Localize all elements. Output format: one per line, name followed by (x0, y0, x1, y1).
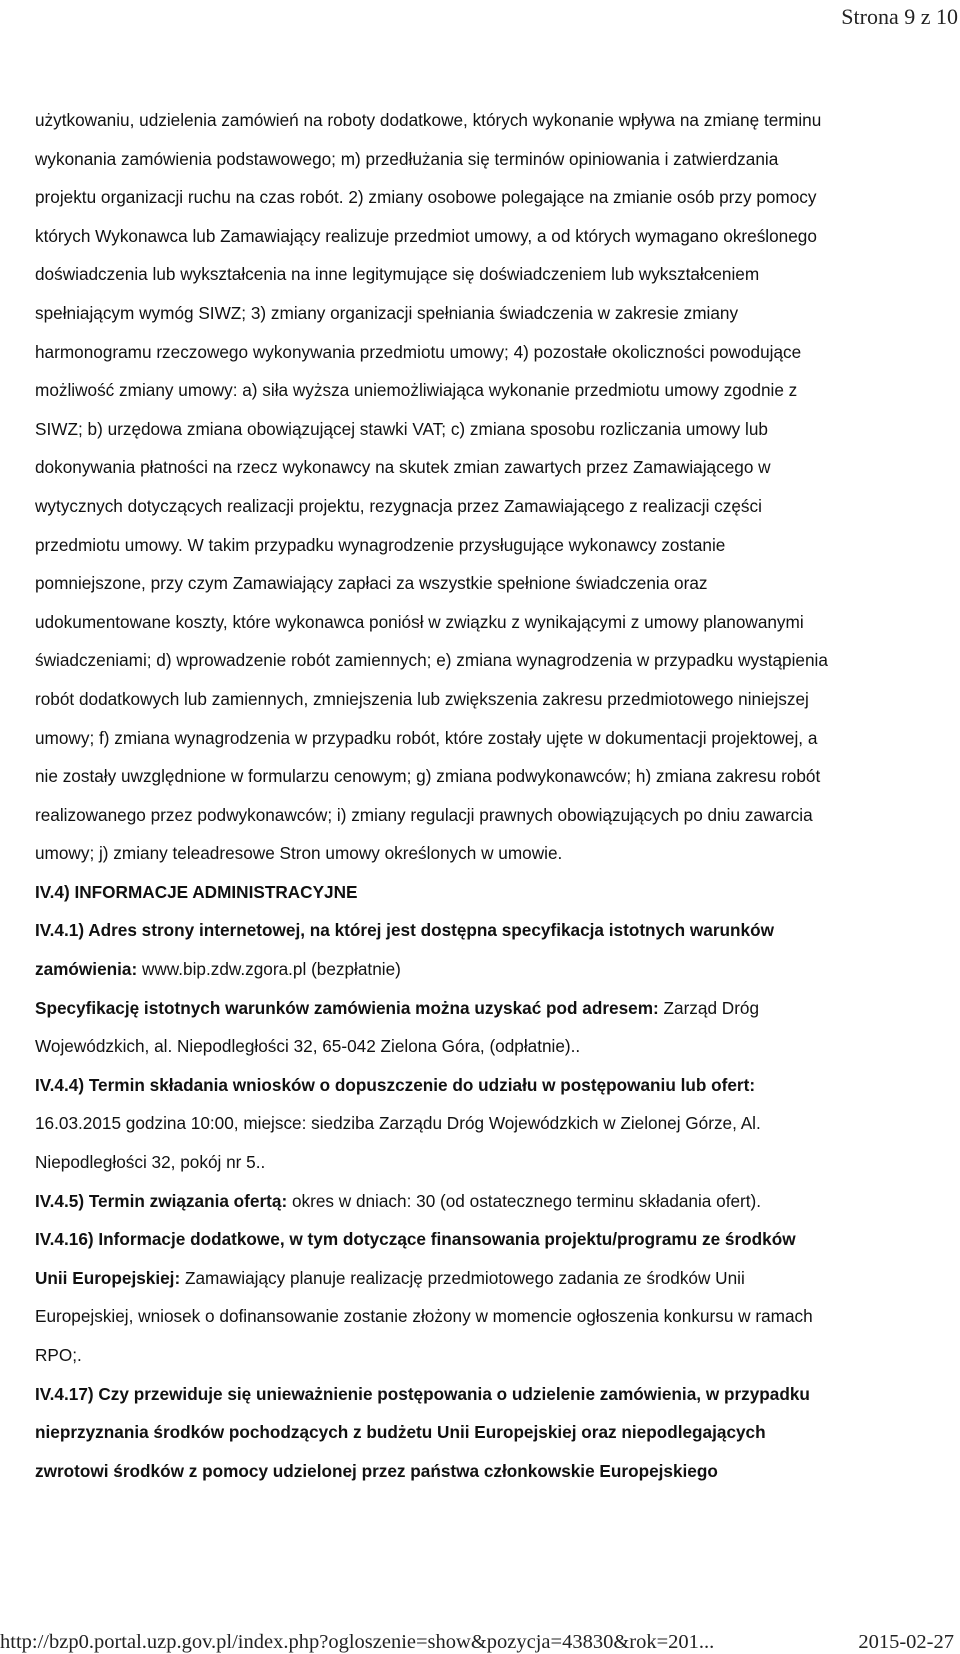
iv417-question-cont: nieprzyznania środków pochodzących z budżetu Unii Europejskiej oraz niepodlegających (35, 1422, 766, 1443)
body-line: projektu organizacji ruchu na czas robót. 2) zmiany osobowe polegające na zmianie osób przy pomocy (35, 187, 817, 208)
body-line: spełniającym wymóg SIWZ; 3) zmiany organizacji spełniania świadczenia w zakresie zmiany (35, 302, 739, 323)
body-line: udokumentowane koszty, które wykonawca poniósł w związku z wynikającymi z umowy planowanymi (35, 611, 804, 632)
body-line: użytkowaniu, udzielenia zamówień na roboty dodatkowe, których wykonanie wpływa na zmianę terminu (35, 110, 822, 130)
body-line: świadczeniami; d) wprowadzenie robót zamiennych; e) zmiana wynagrodzenia w przypadku wystąpienia (35, 650, 828, 671)
iv44-value: 16.03.2015 godzina 10:00, miejsce: siedziba Zarządu Dróg Wojewódzkich w Zielonej Górze, Al. (35, 1113, 761, 1134)
iv41-line (35, 950, 960, 989)
iv416-value: Zamawiający planuje realizację przedmiotowego zadania ze środków Unii (180, 1267, 745, 1288)
page-footer (0, 1630, 960, 1654)
body-line: SIWZ; b) urzędowa zmiana obowiązującej stawki VAT; c) zmiana sposobu rozliczania umowy lub (35, 418, 768, 439)
body-line: których Wykonawca lub Zamawiający realizuje przedmiot umowy, a od których wymagano określonego (35, 225, 817, 246)
iv45-line (35, 1182, 960, 1221)
body-line: możliwość zmiany umowy: a) siła wyższa uniemożliwiająca wykonanie przedmiotu umowy zgodnie z (35, 380, 798, 401)
iv44-label: IV.4.4) Termin składania wniosków o dopuszczenie do udziału w postępowaniu lub ofert: (35, 1074, 756, 1095)
iv416-label-cont: Unii Europejskiej: (35, 1267, 181, 1288)
body-line: wykonania zamówienia podstawowego; m) przedłużania się terminów opiniowania i zatwierdzania (35, 148, 779, 169)
body-line: robót dodatkowych lub zamiennych, zmniejszenia lub zwiększenia zakresu przedmiotowego niniejszej (35, 688, 809, 709)
body-line: harmonogramu rzeczowego wykonywania przedmiotu umowy; 4) pozostałe okoliczności powodujące (35, 341, 802, 362)
body-line: umowy; f) zmiana wynagrodzenia w przypadku robót, które zostały ujęte w dokumentacji projektowej, a (35, 727, 818, 748)
body-line: realizowanego przez podwykonawców; i) zmiany regulacji prawnych obowiązujących po dniu zawarcia (35, 804, 813, 825)
iv44-value-cont: Niepodległości 32, pokój nr 5.. (35, 1152, 266, 1173)
iv417-question-end: zwrotowi środków z pomocy udzielonej przez państwa członkowskie Europejskiego (35, 1460, 718, 1481)
iv45-value: okres w dniach: 30 (od ostatecznego terminu składania ofert). (287, 1190, 762, 1211)
iv416-value-cont: Europejskiej, wniosek o dofinansowanie zostanie złożony w momencie ogłoszenia konkursu w ramach (35, 1306, 813, 1327)
body-line: doświadczenia lub wykształcenia na inne legitymujące się doświadczeniem lub wykształceniem (35, 264, 760, 285)
body-line: przedmiotu umowy. W takim przypadku wynagrodzenie przysługujące wykonawcy zostanie (35, 534, 726, 555)
page-number: Strona 9 z 10 (841, 4, 958, 29)
body-line: nie zostały uwzględnione w formularzu cenowym; g) zmiana podwykonawców; h) zmiana zakresu robót (35, 766, 821, 787)
body-line: wytycznych dotyczących realizacji projektu, rezygnacja przez Zamawiającego z realizacji części (35, 495, 762, 516)
spec-value: Zarząd Dróg (658, 997, 760, 1018)
body-line: dokonywania płatności na rzecz wykonawcy na skutek zmian zawartych przez Zamawiającego w (35, 457, 771, 478)
body-line: pomniejszone, przy czym Zamawiający zapłaci za wszystkie spełnione świadczenia oraz (35, 573, 708, 594)
iv41-label-cont: zamówienia: (35, 959, 138, 980)
body-line: umowy; j) zmiany teleadresowe Stron umowy określonych w umowie. (35, 843, 563, 864)
iv417-question: IV.4.17) Czy przewiduje się unieważnienie postępowania o udzielenie zamówienia, w przypadku (35, 1383, 810, 1404)
iv416-value-end: RPO;. (35, 1345, 82, 1365)
spec-label: Specyfikację istotnych warunków zamówienia można uzyskać pod adresem: (35, 997, 659, 1018)
iv41-label: IV.4.1) Adres strony internetowej, na której jest dostępna specyfikacja istotnych warunków (35, 920, 774, 941)
spec-value-cont: Wojewódzkich, al. Niepodległości 32, 65-042 Zielona Góra, (odpłatnie).. (35, 1036, 581, 1057)
footer-date: 2015-02-27 (858, 1631, 954, 1653)
iv45-label: IV.4.5) Termin związania ofertą: (35, 1190, 288, 1211)
iv41-value: www.bip.zdw.zgora.pl (bezpłatnie) (137, 959, 401, 980)
document-body (35, 101, 960, 1490)
iv416-line (35, 1259, 960, 1298)
section-heading-iv4: IV.4) INFORMACJE ADMINISTRACYJNE (35, 881, 358, 902)
footer-url: http://bzp0.portal.uzp.gov.pl/index.php?ogloszenie=show&pozycja=43830&rok=201... (0, 1631, 715, 1653)
iv416-label: IV.4.16) Informacje dodatkowe, w tym dotyczące finansowania projektu/programu ze środków (35, 1229, 796, 1250)
spec-line (35, 989, 960, 1028)
